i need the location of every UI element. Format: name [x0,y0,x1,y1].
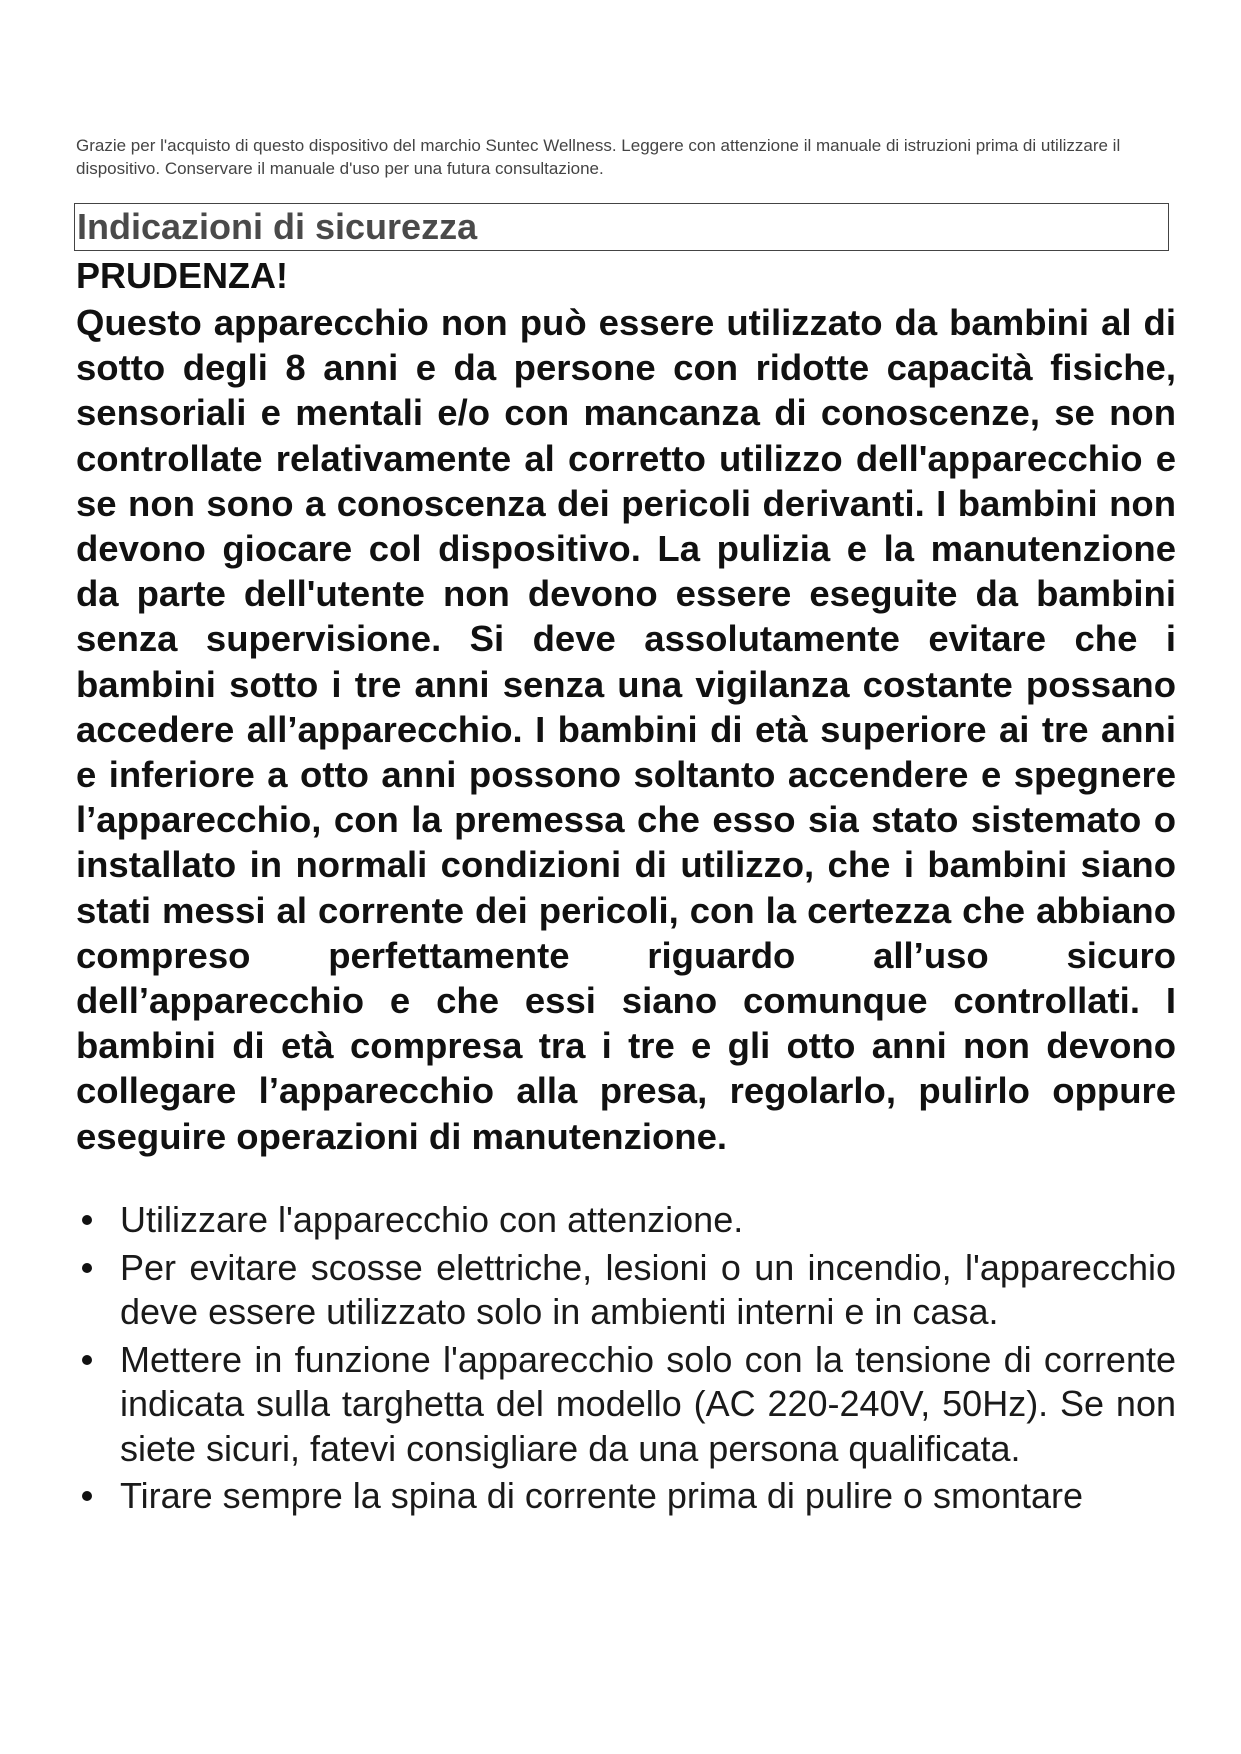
caution-warning-text: Questo apparecchio non può essere utilizzato da bambini al di sotto degli 8 anni e da persone con ridotte capacità fisiche, sensoriali e mentali e/o con mancanza di conoscenze, se non controllate relativamente al corretto utilizzo dell'apparecchio e se non sono a conoscenza dei pericoli derivanti. I bambini non devono giocare col dispositivo. La pulizia e la manutenzione da parte dell'utente non devono essere eseguite da bambini senza supervisione. Si deve assolutamente evitare che i bambini sotto i tre anni senza una vigilanza costante possano accedere all’apparecchio. I bambini di età superiore ai tre anni e inferiore a otto anni possono soltanto accendere e spegnere l’apparecchio, con la premessa che esso sia stato sistemato o installato in normali condizioni di utilizzo, che i bambini siano stati messi al corrente dei pericoli, con la certezza che abbiano compreso perfettamente riguardo all’uso sicuro dell’apparecchio e che essi siano comunque controllati. I bambini di età compresa tra i tre e gli otto anni non devono collegare l’apparecchio alla presa, regolarlo, pulirlo oppure eseguire operazioni di manutenzione. [76,302,1176,1157]
intro-paragraph: Grazie per l'acquisto di questo dispositivo del marchio Suntec Wellness. Leggere con attenzione il manuale di istruzioni prima di utilizzare il dispositivo. Conservare il manuale d'uso per una futura consultazione. [76,136,1121,178]
bullet-dot-icon [82,1263,92,1273]
list-item-text: Mettere in funzione l'apparecchio solo con la tensione di corrente indicata sulla targhetta del modello (AC 220-240V, 50Hz). Se non siete sicuri, fatevi consigliare da una persona qualificata. [120,1338,1176,1469]
list-item [76,1198,1176,1243]
list-item-text: Per evitare scosse elettriche, lesioni o un incendio, l'apparecchio deve essere utilizzato solo in ambienti interni e in casa. [120,1246,1176,1332]
safety-bullet-list [76,1198,1176,1522]
section-title: Indicazioni di sicurezza [77,206,478,247]
section-header-box [74,203,1169,251]
bullet-dot-icon [82,1215,92,1225]
list-item [76,1474,1176,1519]
list-item [76,1246,1176,1335]
list-item [76,1338,1176,1472]
list-item-text: Utilizzare l'apparecchio con attenzione. [120,1199,744,1240]
caution-label: PRUDENZA! [76,255,288,296]
bullet-dot-icon [82,1491,92,1501]
list-item-text: Tirare sempre la spina di corrente prima di pulire o smontare [120,1475,1084,1516]
bullet-dot-icon [82,1355,92,1365]
